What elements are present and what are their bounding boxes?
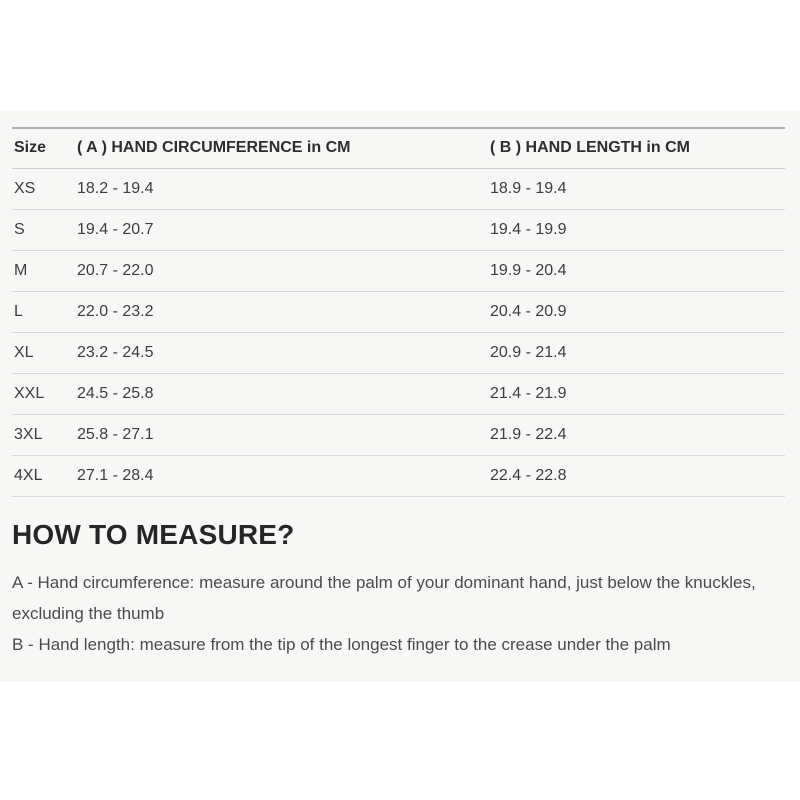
instruction-hand-length: B - Hand length: measure from the tip of the longest finger to the crease under the palm — [12, 634, 671, 654]
length-cell: 20.9 - 21.4 — [488, 332, 785, 373]
table-header — [12, 128, 785, 168]
table-row — [12, 414, 785, 455]
length-cell: 20.4 - 20.9 — [488, 291, 785, 332]
length-cell: 18.9 - 19.4 — [488, 168, 785, 209]
table-row — [12, 209, 785, 250]
circumference-cell: 20.7 - 22.0 — [75, 250, 488, 291]
column-header-hand-circumference: ( A ) HAND CIRCUMFERENCE in CM — [75, 128, 488, 168]
length-cell: 21.4 - 21.9 — [488, 373, 785, 414]
table-row — [12, 250, 785, 291]
table-row — [12, 332, 785, 373]
size-cell: S — [12, 209, 75, 250]
circumference-cell: 19.4 - 20.7 — [75, 209, 488, 250]
size-cell: XS — [12, 168, 75, 209]
table-row — [12, 168, 785, 209]
circumference-cell: 25.8 - 27.1 — [75, 414, 488, 455]
length-cell: 19.4 - 19.9 — [488, 209, 785, 250]
circumference-cell: 18.2 - 19.4 — [75, 168, 488, 209]
circumference-cell: 27.1 - 28.4 — [75, 455, 488, 496]
length-cell: 19.9 - 20.4 — [488, 250, 785, 291]
how-to-measure-heading: HOW TO MEASURE? — [12, 518, 295, 550]
circumference-cell: 22.0 - 23.2 — [75, 291, 488, 332]
size-cell: M — [12, 250, 75, 291]
length-cell: 21.9 - 22.4 — [488, 414, 785, 455]
instruction-hand-circumference: A - Hand circumference: measure around the palm of your dominant hand, just below the knuckles, excluding the thumb — [12, 572, 756, 623]
size-cell: L — [12, 291, 75, 332]
circumference-cell: 23.2 - 24.5 — [75, 332, 488, 373]
length-cell: 22.4 - 22.8 — [488, 455, 785, 496]
size-cell: XL — [12, 332, 75, 373]
table-header-row — [12, 128, 785, 168]
size-cell: 3XL — [12, 414, 75, 455]
column-header-size: Size — [12, 128, 75, 168]
measure-instructions — [12, 567, 785, 660]
column-header-hand-length: ( B ) HAND LENGTH in CM — [488, 128, 785, 168]
size-cell: XXL — [12, 373, 75, 414]
size-cell: 4XL — [12, 455, 75, 496]
circumference-cell: 24.5 - 25.8 — [75, 373, 488, 414]
table-row — [12, 455, 785, 496]
table-row — [12, 373, 785, 414]
size-chart-body — [12, 168, 785, 496]
table-row — [12, 291, 785, 332]
size-guide-panel — [0, 111, 800, 682]
size-chart-table — [12, 127, 785, 497]
